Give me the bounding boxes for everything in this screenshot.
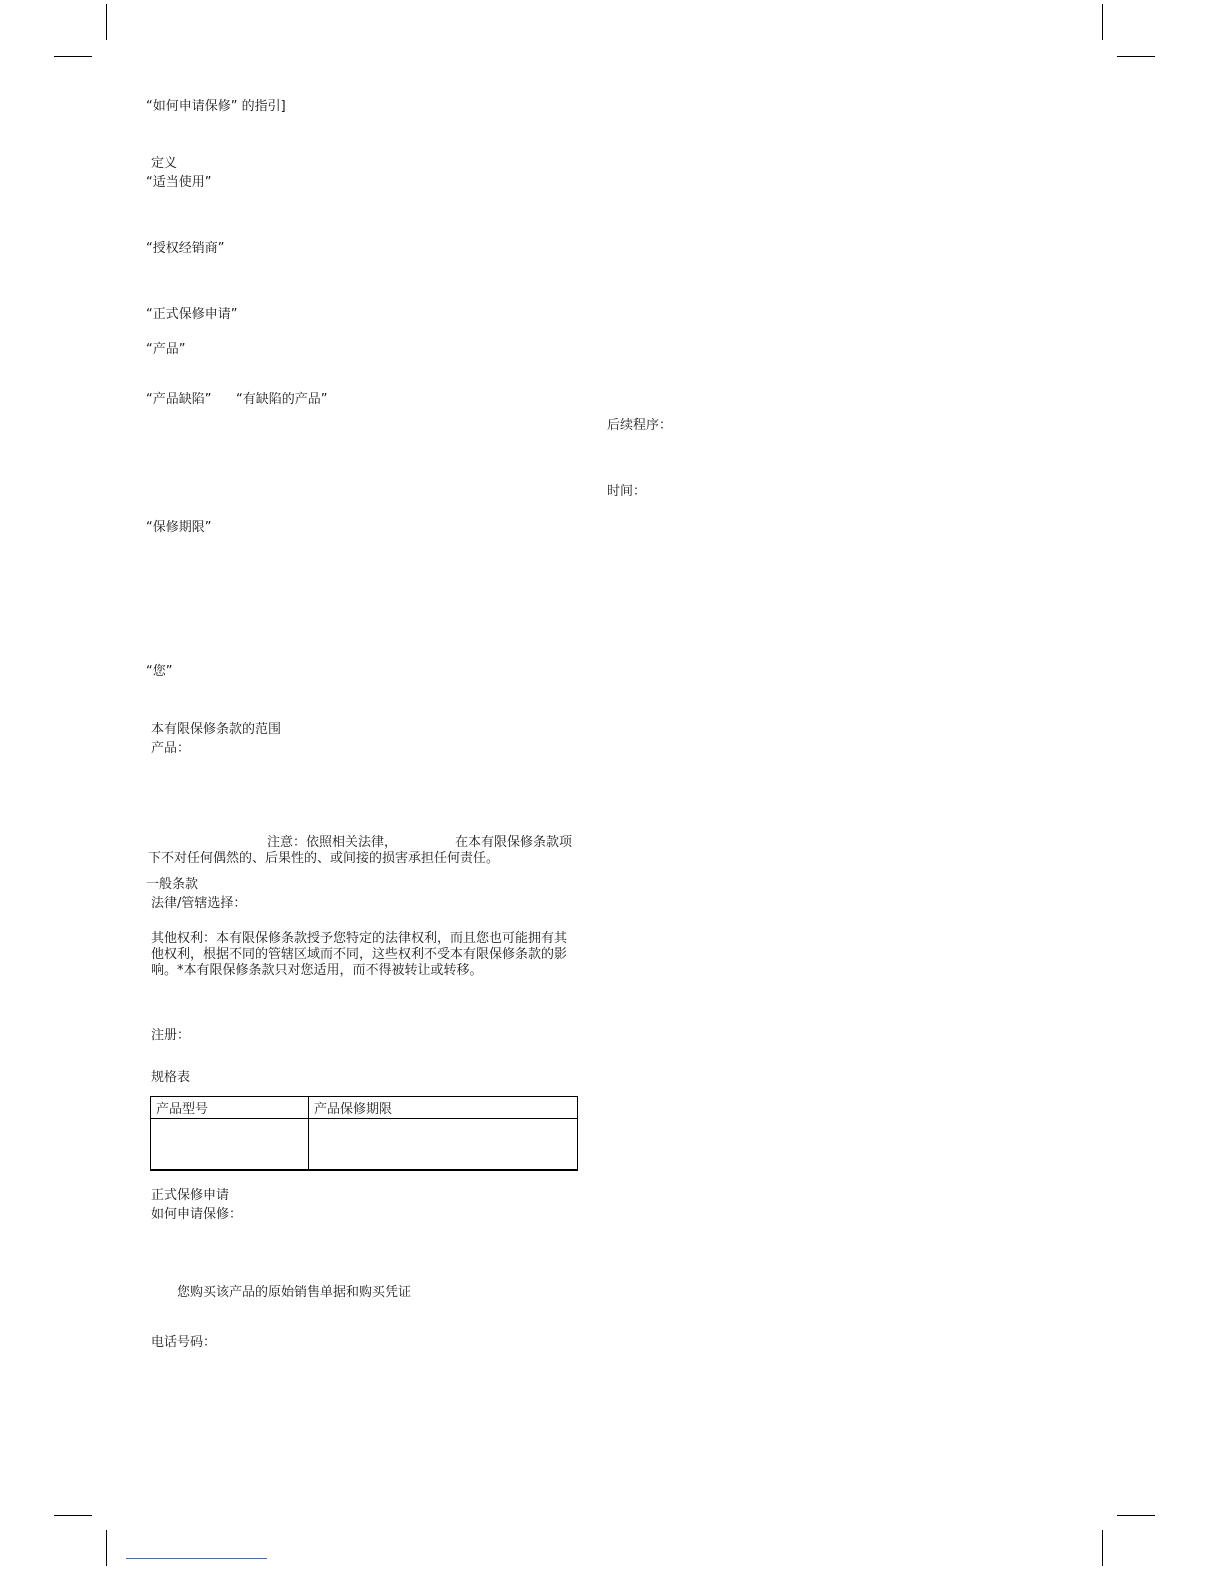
spec-table-title: 规格表 bbox=[151, 1070, 191, 1085]
term-you: “您” bbox=[146, 664, 173, 679]
crop-mark bbox=[1117, 1515, 1155, 1516]
claim-heading: 正式保修申请 bbox=[151, 1188, 230, 1203]
col-warranty-period: 产品保修期限 bbox=[309, 1097, 578, 1119]
guide-reference: “如何申请保修” 的指引] bbox=[146, 99, 286, 114]
definitions-heading: 定义 bbox=[151, 156, 178, 171]
phone-label: 电话号码： bbox=[151, 1335, 217, 1350]
law-jurisdiction-label: 法律/管辖选择： bbox=[151, 896, 247, 911]
term-authorized-dealer: “授权经销商” bbox=[146, 241, 225, 256]
crop-mark bbox=[106, 1530, 107, 1566]
follow-up-label: 后续程序： bbox=[607, 418, 673, 433]
hyperlink-underline[interactable] bbox=[126, 1558, 267, 1559]
term-product-defect: “产品缺陷” bbox=[146, 392, 212, 407]
term-formal-claim: “正式保修申请” bbox=[146, 307, 238, 322]
col-model: 产品型号 bbox=[151, 1097, 309, 1119]
registration-label: 注册： bbox=[151, 1028, 191, 1043]
crop-mark bbox=[1102, 4, 1103, 40]
time-label: 时间： bbox=[607, 484, 647, 499]
spec-table bbox=[150, 1096, 578, 1171]
scope-heading: 本有限保修条款的范围 bbox=[151, 722, 282, 737]
term-proper-use: “适当使用” bbox=[146, 175, 212, 190]
scope-product-label: 产品： bbox=[151, 741, 191, 756]
spec-table-header bbox=[151, 1097, 578, 1119]
cell-warranty-period bbox=[309, 1119, 578, 1171]
general-heading: 一般条款 bbox=[146, 877, 199, 892]
table-row bbox=[151, 1119, 578, 1171]
how-to-claim-label: 如何申请保修： bbox=[151, 1207, 243, 1222]
other-rights-line-1: 其他权利：本有限保修条款授予您特定的法律权利，而且您也可能拥有其 bbox=[151, 931, 568, 946]
crop-mark bbox=[106, 4, 107, 40]
crop-mark bbox=[54, 1515, 92, 1516]
notice-prefix: 注意：依照相关法律， bbox=[267, 835, 398, 850]
term-warranty-period: “保修期限” bbox=[146, 520, 212, 535]
term-product: “产品” bbox=[146, 342, 186, 357]
crop-mark bbox=[1117, 56, 1155, 57]
term-defective-product: “有缺陷的产品” bbox=[236, 392, 328, 407]
receipt-text: 您购买该产品的原始销售单据和购买凭证 bbox=[177, 1285, 412, 1300]
notice-line-2: 下不对任何偶然的、后果性的、或间接的损害承担任何责任。 bbox=[148, 851, 500, 866]
crop-mark bbox=[54, 56, 92, 57]
other-rights-line-2: 他权利，根据不同的管辖区域而不同，这些权利不受本有限保修条款的影 bbox=[151, 947, 568, 962]
cell-model bbox=[151, 1119, 309, 1171]
crop-mark bbox=[1102, 1530, 1103, 1566]
other-rights-line-3: 响。*本有限保修条款只对您适用，而不得被转让或转移。 bbox=[151, 963, 483, 978]
notice-middle: 在本有限保修条款项 bbox=[455, 835, 573, 850]
